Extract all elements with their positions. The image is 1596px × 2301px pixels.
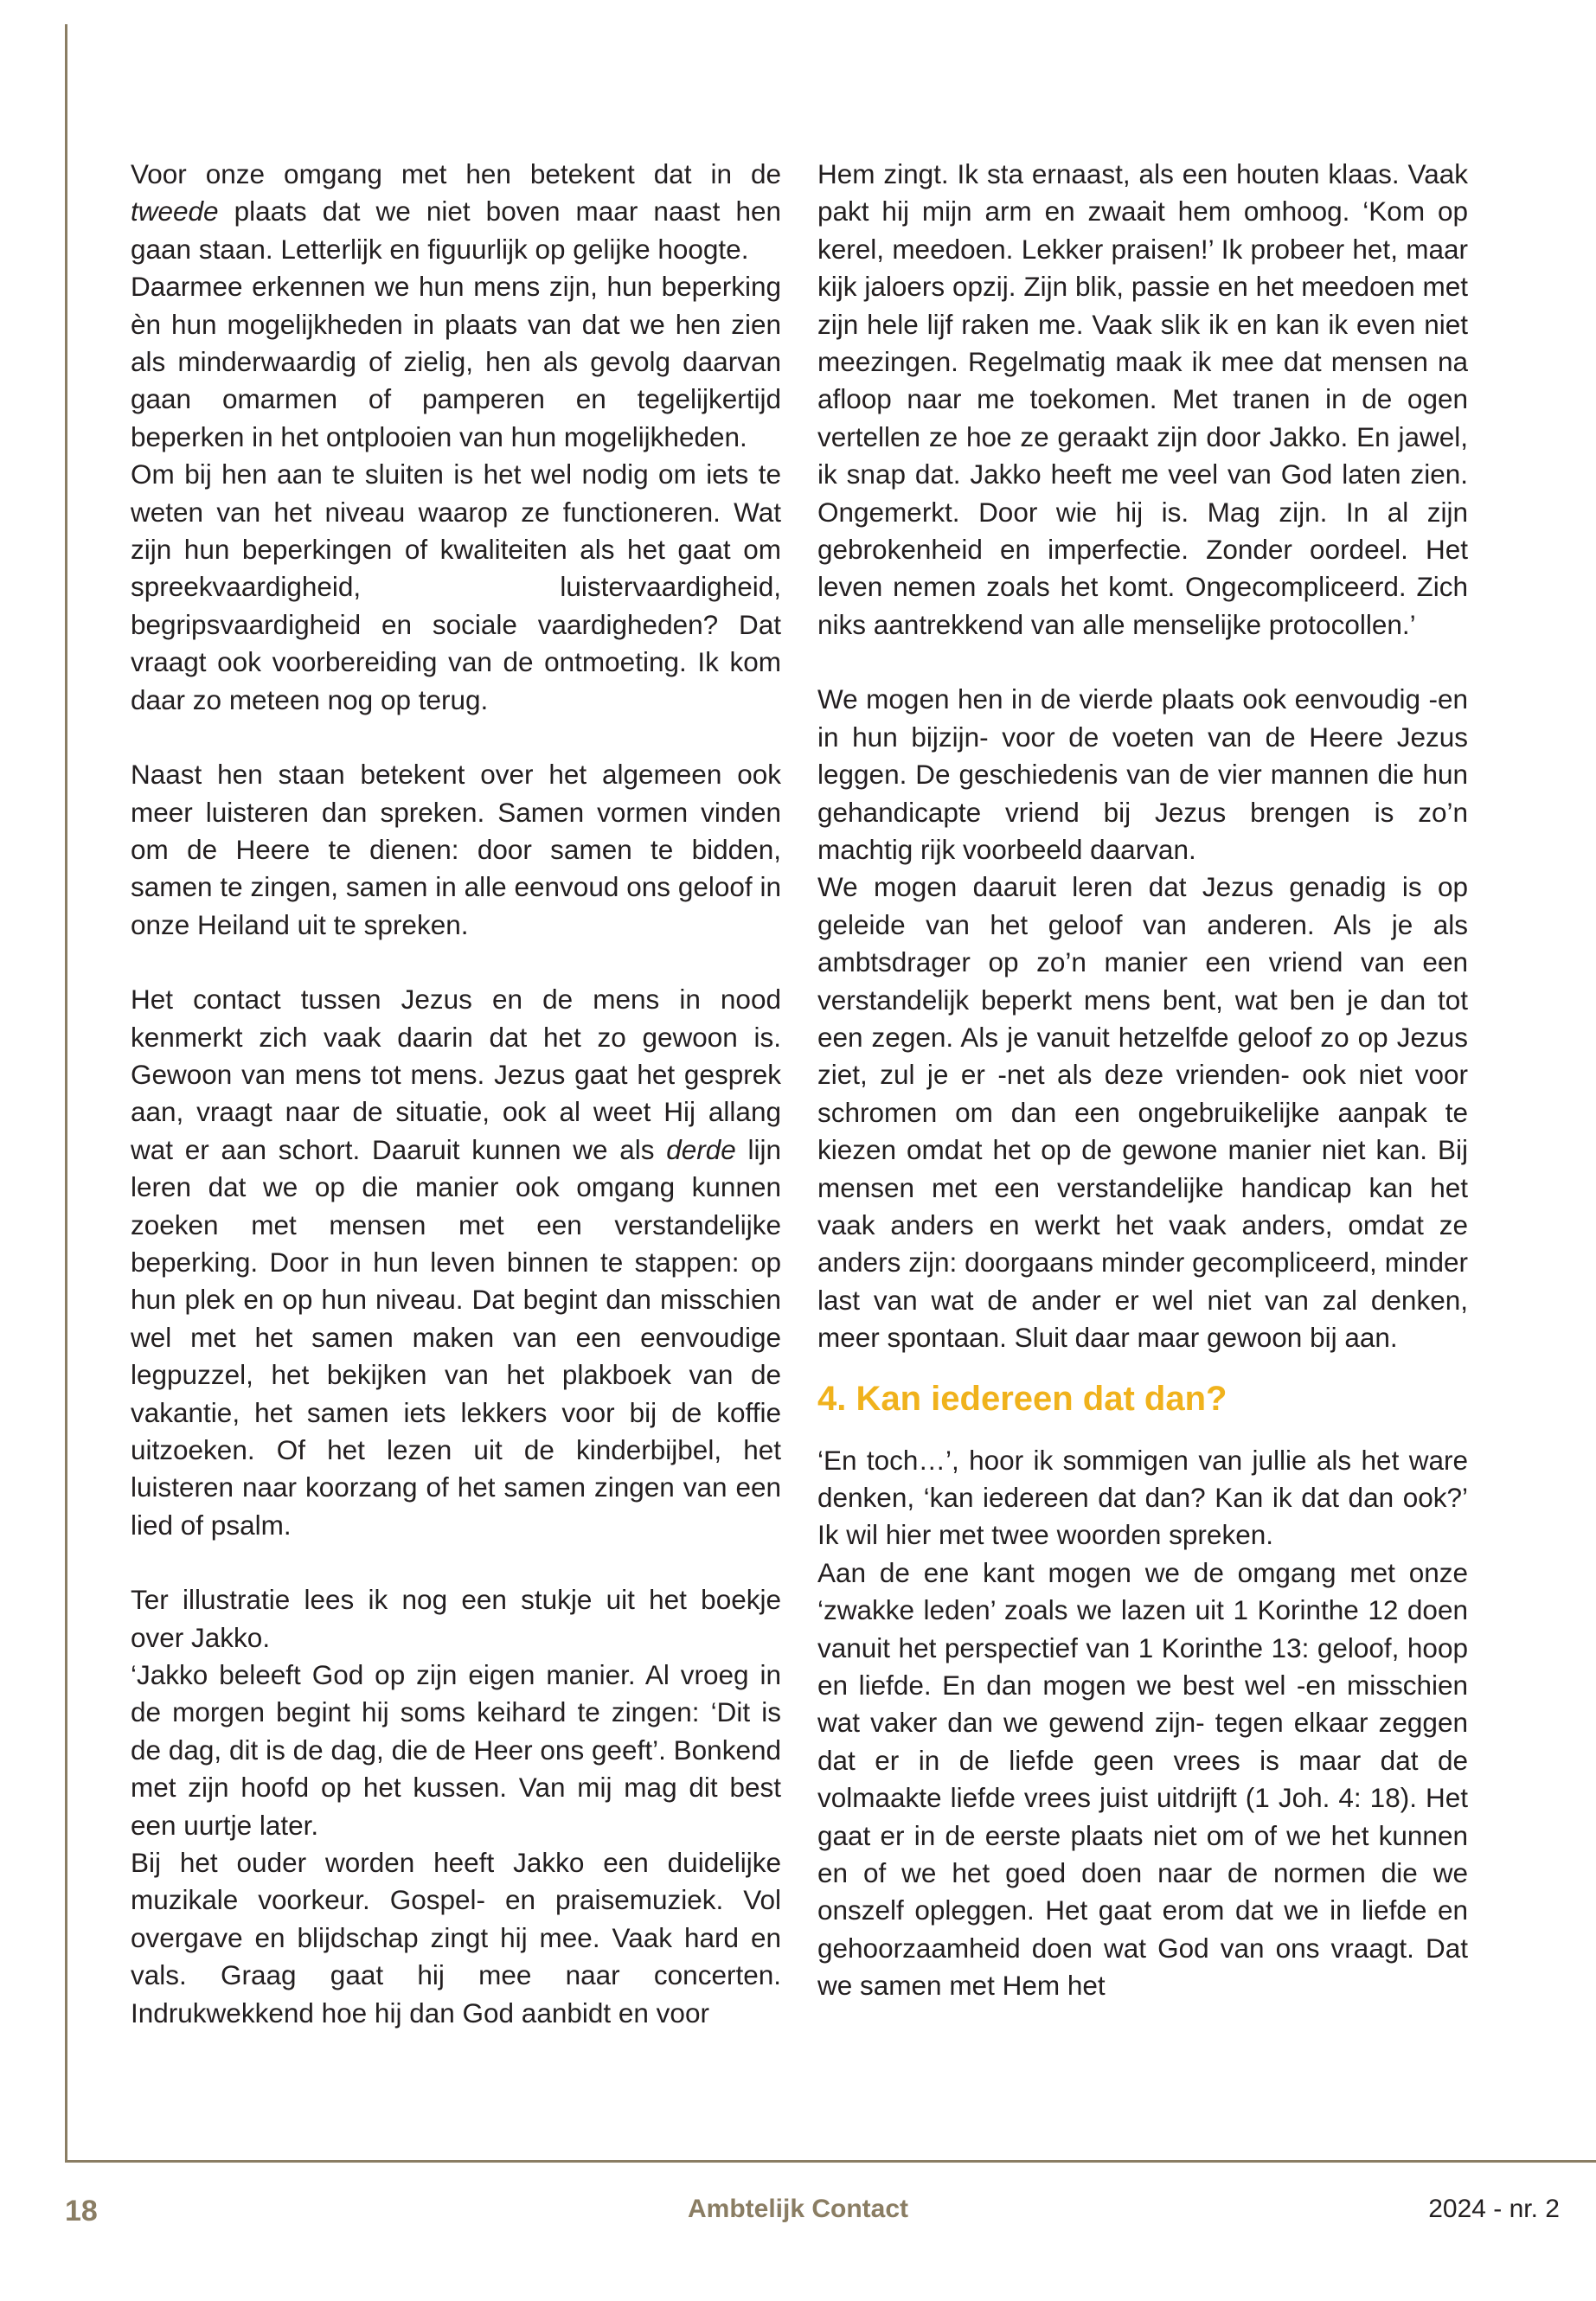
paragraph: ‘En toch…’, hoor ik sommigen van jullie als het ware denken, ‘kan iedereen dat dan? Kan ik dat dan ook?’ Ik wil hier met twee woorden spreken. xyxy=(817,1444,1468,1551)
journal-title: Ambtelijk Contact xyxy=(687,2195,909,2223)
right-column xyxy=(817,156,1468,2005)
paragraph: Om bij hen aan te sluiten is het wel nodig om iets te weten van het niveau waarop ze functioneren. Wat zijn hun beperkingen of kwaliteiten als het gaat om spreekvaardigheid, luistervaardigheid, begripsvaardigheid en sociale vaardigheden? Dat vraagt ook voorbereiding van de ontmoeting. Ik kom daar zo meteen nog op terug. xyxy=(131,458,781,715)
issue-label: 2024 - nr. 2 xyxy=(1428,2195,1560,2223)
paragraph: ‘Jakko beleeft God op zijn eigen manier. Al vroeg in de morgen begint hij soms keihard te zingen: ‘Dit is de dag, dit is de dag, die de Heer ons geeft’. Bonkend met zijn hoofd op het kussen. Van mij mag dit best een uurtje later. xyxy=(131,1659,781,1841)
page-number: 18 xyxy=(65,2195,98,2227)
paragraph: Het contact tussen Jezus en de mens in nood kenmerkt zich vaak daarin dat het zo gewoon is. Gewoon van mens tot mens. Jezus gaat het gesprek aan, vraagt naar de situatie, ook al weet Hij allang wat er aan schort. Daaruit kunnen we als derde lijn leren dat we op die manier ook omgang kunnen zoeken met mensen met een verstandelijke beperking. Door in hun leven binnen te stappen: op hun plek en op hun niveau. Dat begint dan misschien wel met het samen maken van een eenvoudige legpuzzel, het bekijken van het plakboek van de vakantie, het samen iets lekkers voor bij de koffie uitzoeken. Of het lezen uit de kinderbijbel, het luisteren naar koorzang of het samen zingen van een lied of psalm. xyxy=(131,984,782,1541)
paragraph: We mogen daaruit leren dat Jezus genadig is op geleide van het geloof van anderen. Als je als ambtsdrager op zo’n manier een vriend van een verstandelijk beperkt mens bent, wat ben je dan tot een zegen. Als je vanuit hetzelfde geloof zo op Jezus ziet, zul je er -net als deze vrienden- ook niet voor schromen om dan een ongebruikelijke aanpak te kiezen omdat het op de gewone manier niet kan. Bij mensen met een verstandelijke handicap kan het vaak anders en werkt het vaak anders, omdat ze anders zijn: doorgaans minder gecompliceerd, minder last van wat de ander er wel niet van zal denken, meer spontaan. Sluit daar maar gewoon bij aan. xyxy=(817,871,1468,1354)
emphasis: derde xyxy=(666,1133,736,1165)
section-heading: 4. Kan iedereen dat dan? xyxy=(817,1379,1227,1418)
left-margin-rule xyxy=(65,24,67,2161)
footer-rule xyxy=(65,2160,1596,2163)
left-column xyxy=(131,156,781,2032)
paragraph: Daarmee erkennen we hun mens zijn, hun beperking èn hun mogelijkheden in plaats van dat we hen zien als minderwaardig of zielig, hen als gevolg daarvan gaan omarmen of pamperen en tegelijkertijd beperken in het ontplooien van hun mogelijkheden. xyxy=(131,271,781,452)
paragraph: Aan de ene kant mogen we de omgang met onze ‘zwakke leden’ zoals we lazen uit 1 Korinthe 12 doen vanuit het perspectief van 1 Korinthe 13: geloof, hoop en liefde. En dan mogen we best wel -en misschien wat vaker dan we gewend zijn- tegen elkaar zeggen dat er in de liefde geen vrees is maar dat de volmaakte liefde vrees juist uitdrijft (1 Joh. 4: 18). Het gaat er in de eerste plaats niet om of we het kunnen en of we het goed doen naar de normen die we onszelf opleggen. Het gaat erom dat we in liefde en gehoorzaamheid doen wat God van ons vraagt. Dat we samen met Hem het xyxy=(817,1556,1468,2002)
paragraph: Bij het ouder worden heeft Jakko een duidelijke muzikale voorkeur. Gospel- en praisemuziek. Vol overgave en blijdschap zingt hij mee. Vaak hard en vals. Graag gaat hij mee naar concerten. Indrukwekkend hoe hij dan God aanbidt en voor xyxy=(131,1847,781,2029)
paragraph: Hem zingt. Ik sta ernaast, als een houten klaas. Vaak pakt hij mijn arm en zwaait hem omhoog. ‘Kom op kerel, meedoen. Lekker praisen!’ Ik probeer het, maar kijk jaloers opzij. Zijn blik, passie en het meedoen met zijn hele lijf raken me. Vaak slik ik en kan ik even niet meezingen. Regelmatig maak ik mee dat mensen na afloop naar me toekomen. Met tranen in de ogen vertellen ze hoe ze geraakt zijn door Jakko. En jawel, ik snap dat. Jakko heeft me veel van God laten zien. Ongemerkt. Door wie hij is. Mag zijn. In al zijn gebrokenheid en imperfectie. Zonder oordeel. Het leven nemen zoals het komt. Ongecompliceerd. Zich niks aantrekkend van alle menselijke protocollen.’ xyxy=(817,158,1468,640)
paragraph: Voor onze omgang met hen betekent dat in de tweede plaats dat we niet boven maar naast hen gaan staan. Letterlijk en figuurlijk op gelijke hoogte. xyxy=(131,158,781,265)
paragraph: Naast hen staan betekent over het algemeen ook meer luisteren dan spreken. Samen vormen vinden om de Heere te dienen: door samen te bidden, samen te zingen, samen in alle eenvoud ons geloof in onze Heiland uit te spreken. xyxy=(131,759,781,940)
emphasis: tweede xyxy=(131,195,219,228)
paragraph: We mogen hen in de vierde plaats ook eenvoudig -en in hun bijzijn- voor de voeten van de Heere Jezus leggen. De geschiedenis van de vier mannen die hun gehandicapte vriend bij Jezus brengen is zo’n machtig rijk voorbeeld daarvan. xyxy=(817,683,1468,865)
paragraph: Ter illustratie lees ik nog een stukje uit het boekje over Jakko. xyxy=(131,1584,781,1653)
